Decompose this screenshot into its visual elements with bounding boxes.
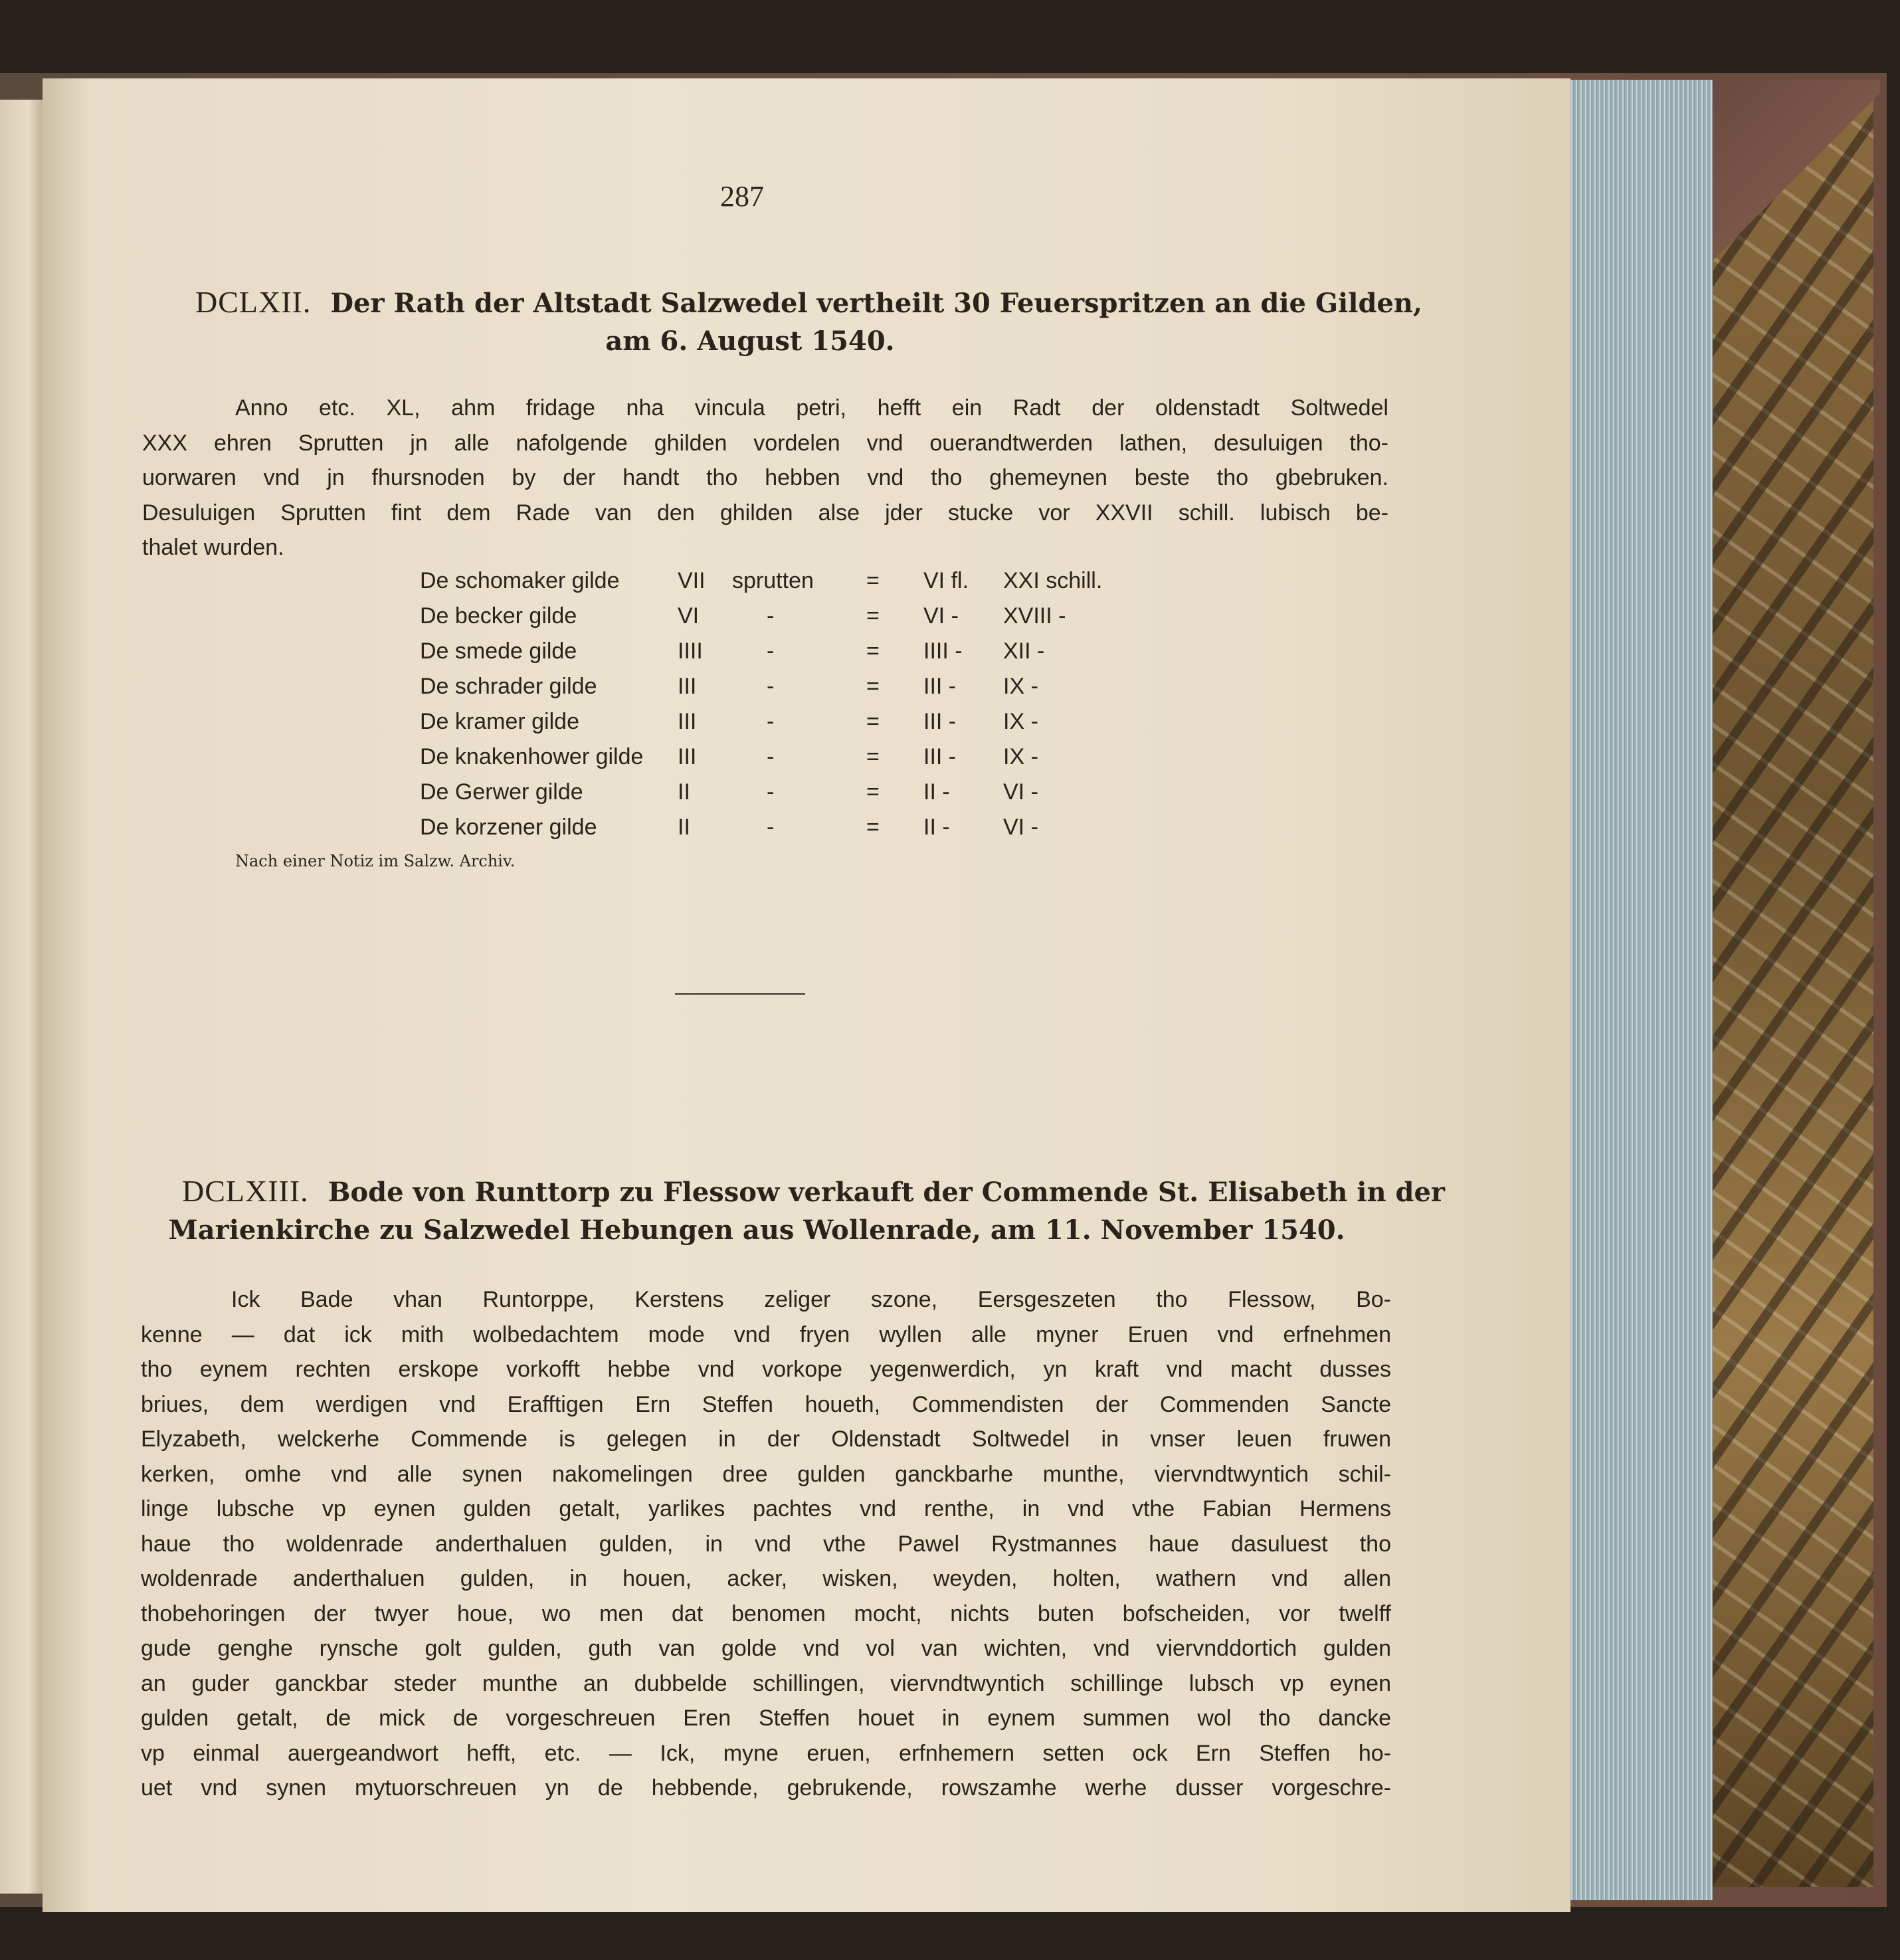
guild-unit: sprutten xyxy=(732,568,814,593)
guild-schilling: IX - xyxy=(1003,674,1038,699)
guild-count: VII xyxy=(678,568,706,593)
doc1-title-line1: Der Rath der Altstadt Salzwedel vertheilt 30 Feuerspritzen an die Gilden, xyxy=(330,288,1422,319)
doc2-line: woldenrade anderthaluen gulden, in houen, acker, wisken, weyden, holten, wathern vnd allen xyxy=(141,1566,1391,1591)
doc1-line: Anno etc. XL, ahm fridage nha vincula petri, hefft ein Radt der oldenstadt Soltwedel xyxy=(235,395,1388,421)
guild-gulden: VI - xyxy=(923,603,959,629)
guild-schilling: XII - xyxy=(1003,638,1045,664)
doc2-line: gude genghe rynsche golt gulden, guth van golde vnd vol van wichten, vnd viervnddortich gulden xyxy=(141,1636,1391,1661)
guild-distribution-table xyxy=(420,563,1103,845)
guild-unit: - xyxy=(767,815,775,840)
doc1-heading-line2 xyxy=(43,322,1458,361)
guild-count: VI xyxy=(678,603,700,629)
source-note: Nach einer Notiz im Salzw. Archiv. xyxy=(235,852,516,870)
guild-schilling: XVIII - xyxy=(1003,603,1066,629)
doc2-line: kenne — dat ick mith wolbedachtem mode vnd fryen wyllen alle myner Eruen vnd erfnehmen xyxy=(141,1322,1391,1347)
guild-unit: - xyxy=(767,709,775,734)
doc1-number: DCLXII. xyxy=(195,285,312,319)
guild-unit: - xyxy=(767,744,775,769)
doc1-paragraph xyxy=(142,391,1388,565)
table-row xyxy=(420,810,1103,845)
doc2-title-line1: Bode von Runttorp zu Flessow verkauft der Commende St. Elisabeth in der xyxy=(328,1177,1445,1208)
guild-schilling: IX - xyxy=(1003,744,1038,769)
guild-gulden: III - xyxy=(923,674,957,699)
guild-gulden: III - xyxy=(923,744,957,769)
doc1-line: uorwaren vnd jn fhursnoden by der handt tho hebben vnd tho ghemeynen beste tho gbebruken. xyxy=(142,465,1388,490)
guild-count: III xyxy=(678,709,697,734)
guild-name: De smede gilde xyxy=(420,638,577,664)
guild-unit: - xyxy=(767,603,775,629)
table-row xyxy=(420,739,1103,775)
doc2-line: uet vnd synen mytuorschreuen yn de hebbende, gebrukende, rowszamhe werhe dusser vorgeschre- xyxy=(141,1775,1391,1801)
guild-equals: = xyxy=(866,603,880,629)
guild-unit: - xyxy=(767,674,775,699)
guild-schilling: XXI schill. xyxy=(1003,568,1103,593)
guild-equals: = xyxy=(866,815,880,840)
table-row xyxy=(420,634,1103,669)
cover-corner xyxy=(1707,80,1880,279)
doc2-line: briues, dem werdigen vnd Erafftigen Ern Steffen houeth, Commendisten der Commenden Sancte xyxy=(141,1391,1391,1417)
guild-unit: - xyxy=(767,638,775,664)
table-row xyxy=(420,775,1103,810)
guild-equals: = xyxy=(866,779,880,805)
table-row xyxy=(420,704,1103,739)
doc2-title-line2: Marienkirche zu Salzwedel Hebungen aus Wollenrade, am 11. November 1540. xyxy=(168,1215,1345,1246)
section-separator xyxy=(675,993,805,995)
guild-count: II xyxy=(678,815,690,840)
guild-count: IIII xyxy=(678,638,703,664)
doc1-line: Desuluigen Sprutten fint dem Rade van den ghilden alse jder stucke vor XXVII schill. lubisch be- xyxy=(142,500,1388,526)
guild-name: De knakenhower gilde xyxy=(420,744,644,769)
table-row xyxy=(420,599,1103,634)
doc2-line: an guder ganckbar steder munthe an dubbelde schillingen, viervndtwyntich schillinge lubsch vp eynen xyxy=(141,1670,1391,1696)
guild-count: III xyxy=(678,744,697,769)
guild-count: II xyxy=(678,779,690,805)
doc2-line: tho eynem rechten erskope vorkofft hebbe vnd vorkope yegenwerdich, yn kraft vnd macht dusses xyxy=(141,1357,1391,1382)
doc1-line: thalet wurden. xyxy=(142,535,284,560)
guild-gulden: III - xyxy=(923,709,957,734)
guild-name: De schomaker gilde xyxy=(420,568,620,593)
doc2-line: Ick Bade vhan Runtorppe, Kerstens zeliger szone, Eersgeszeten tho Flessow, Bo- xyxy=(231,1287,1391,1312)
guild-gulden: VI fl. xyxy=(923,568,969,593)
doc2-paragraph xyxy=(141,1282,1391,1806)
guild-name: De Gerwer gilde xyxy=(420,779,583,805)
doc2-line: thobehoringen der twyer houe, wo men dat benomen mocht, nichts buten bofscheiden, vor twelff xyxy=(141,1601,1391,1626)
doc2-number: DCLXIII. xyxy=(182,1174,309,1208)
page-number: 287 xyxy=(720,180,764,213)
guild-gulden: IIII - xyxy=(923,638,963,664)
guild-name: De korzener gilde xyxy=(420,815,597,840)
guild-count: III xyxy=(678,674,697,699)
guild-schilling: VI - xyxy=(1003,815,1038,840)
guild-equals: = xyxy=(866,638,880,664)
book-page xyxy=(43,78,1570,1912)
guild-name: De kramer gilde xyxy=(420,709,579,734)
guild-equals: = xyxy=(866,744,880,769)
doc2-line: Elyzabeth, welckerhe Commende is gelegen in der Oldenstadt Soltwedel in vnser leuen fruwen xyxy=(141,1426,1391,1452)
doc2-line: vp einmal auergeandwort hefft, etc. — Ick, myne eruen, erfnhemern setten ock Ern Steffen ho- xyxy=(141,1740,1391,1766)
doc2-line: kerken, omhe vnd alle synen nakomelingen dree gulden ganckbarhe munthe, viervndtwyntich schil- xyxy=(141,1461,1391,1487)
marbled-endpaper xyxy=(1701,80,1873,1887)
guild-schilling: VI - xyxy=(1003,779,1038,805)
guild-name: De schrader gilde xyxy=(420,674,597,699)
table-row xyxy=(420,669,1103,704)
doc2-heading-line2 xyxy=(43,1211,1471,1250)
guild-gulden: II - xyxy=(923,779,950,805)
guild-equals: = xyxy=(866,674,880,699)
guild-equals: = xyxy=(866,568,880,593)
guild-schilling: IX - xyxy=(1003,709,1038,734)
doc2-line: haue tho woldenrade anderthaluen gulden, in vnd vthe Pawel Rystmannes haue dasuluest tho xyxy=(141,1531,1391,1557)
doc1-heading-line1 xyxy=(195,283,1422,323)
guild-equals: = xyxy=(866,709,880,734)
doc2-heading-line1 xyxy=(182,1172,1445,1212)
page-block-edge xyxy=(1560,80,1713,1900)
left-page-edge xyxy=(0,100,47,1894)
guild-name: De becker gilde xyxy=(420,603,577,629)
doc1-title-line2: am 6. August 1540. xyxy=(605,326,895,357)
doc1-line: XXX ehren Sprutten jn alle nafolgende ghilden vordelen vnd ouerandtwerden lathen, desuluigen tho- xyxy=(142,430,1388,456)
table-row xyxy=(420,563,1103,599)
guild-unit: - xyxy=(767,779,775,805)
guild-gulden: II - xyxy=(923,815,950,840)
doc2-line: linge lubsche vp eynen gulden getalt, yarlikes pachtes vnd renthe, in vnd vthe Fabian Hermens xyxy=(141,1496,1391,1521)
doc2-line: gulden getalt, de mick de vorgeschreuen Eren Steffen houet in eynem summen wol tho dancke xyxy=(141,1706,1391,1731)
